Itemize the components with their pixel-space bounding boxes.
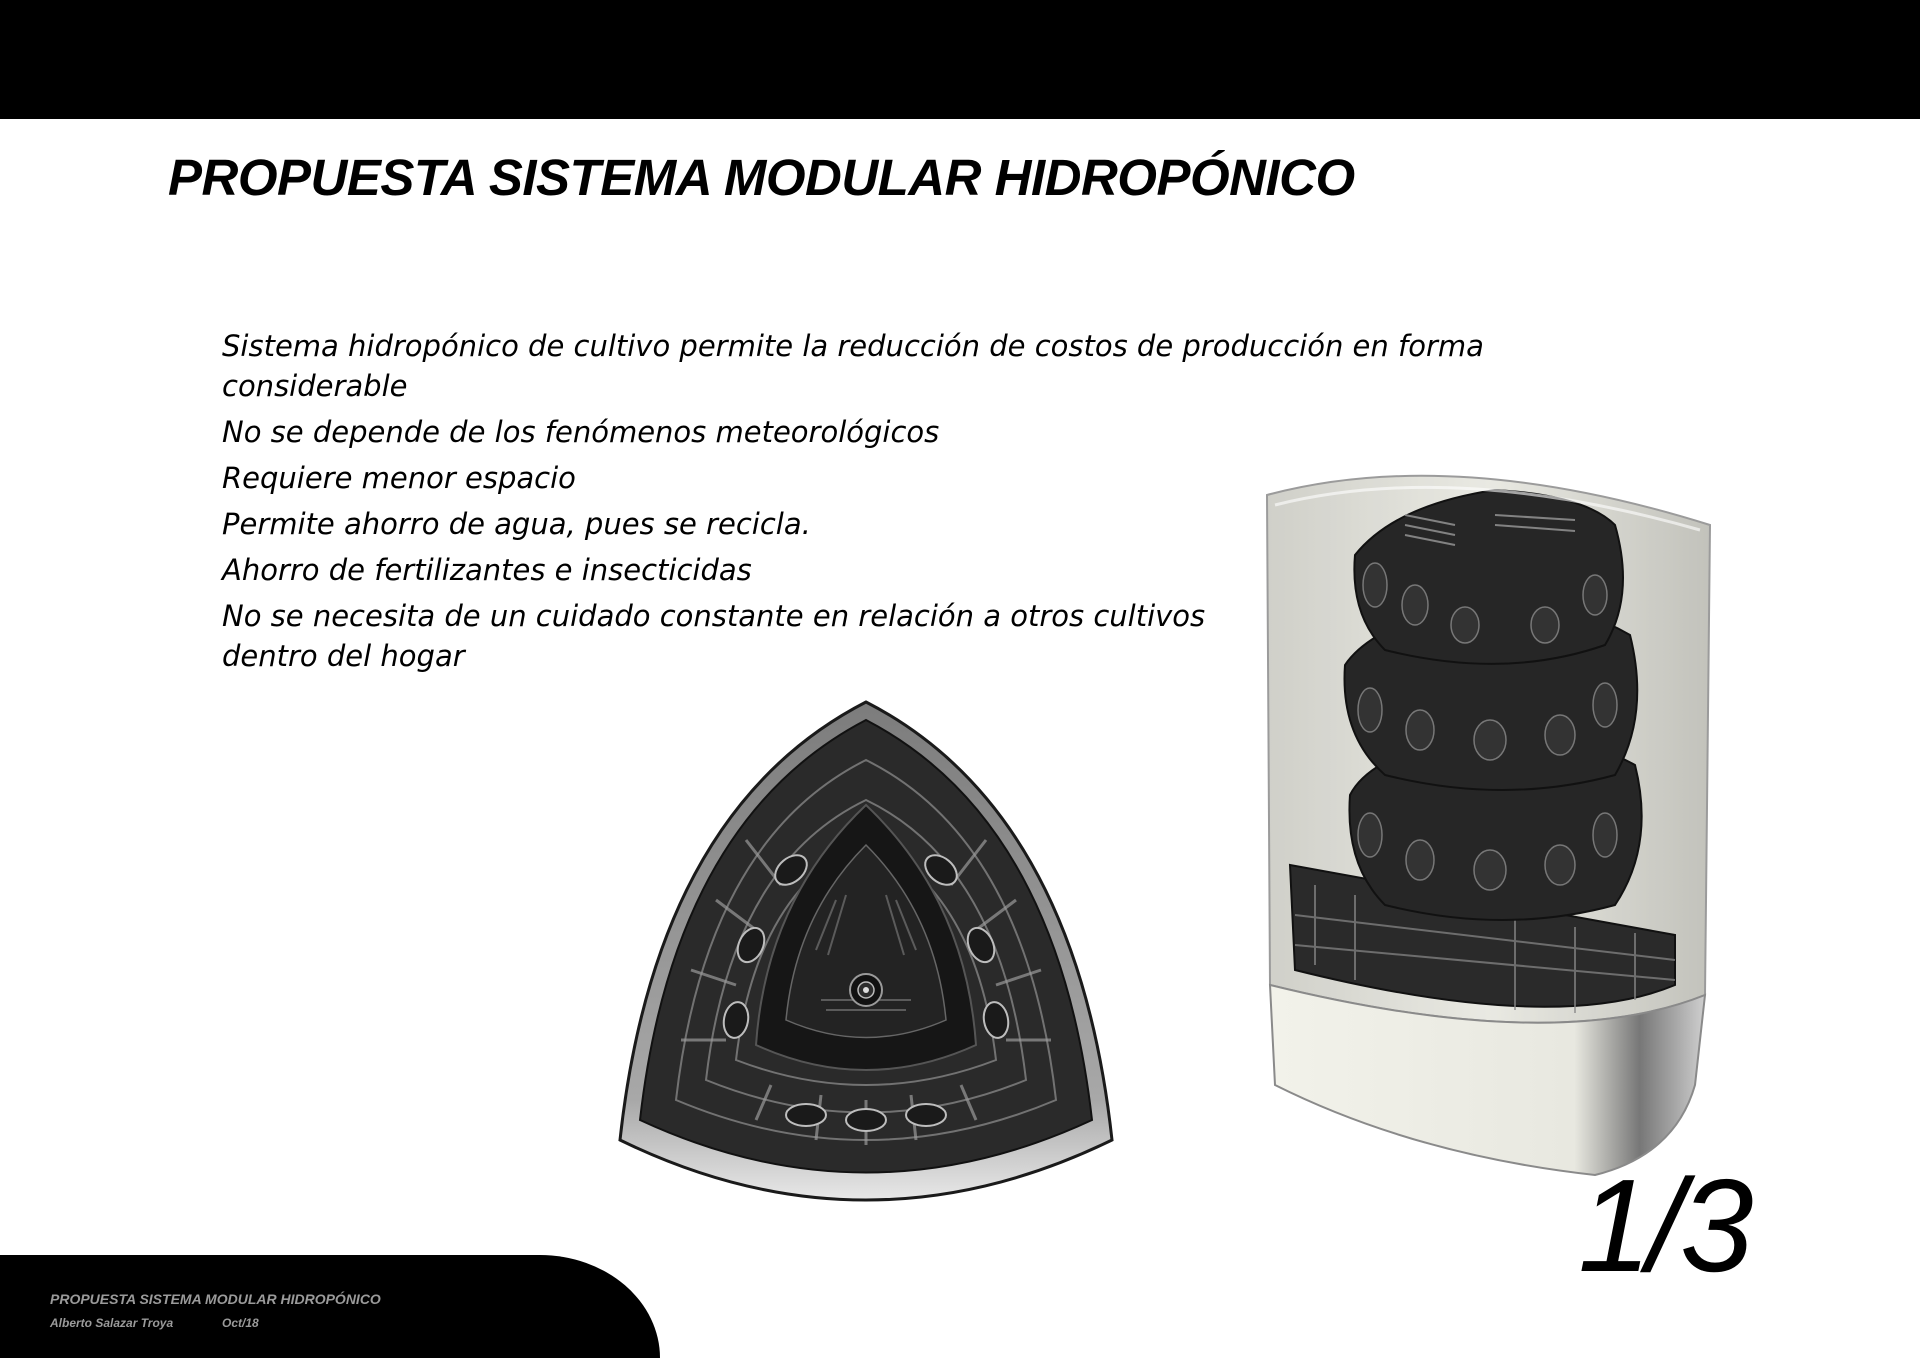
page-title: PROPUESTA SISTEMA MODULAR HIDROPÓNICO [168,149,1355,206]
module-bottom-view-image [606,700,1126,1220]
feature-item: Sistema hidropónico de cultivo permite la reducción de costos de producción en forma considerable [222,329,1484,403]
footer-title: PROPUESTA SISTEMA MODULAR HIDROPÓNICO [50,1291,381,1307]
module-stack-view-image [1255,465,1765,1185]
feature-item: No se depende de los fenómenos meteorológicos [222,415,940,449]
feature-item: Permite ahorro de agua, pues se recicla. [222,507,811,541]
top-bar [0,0,1920,119]
feature-item: Requiere menor espacio [222,461,576,495]
feature-item: Ahorro de fertilizantes e insecticidas [222,553,752,587]
feature-item: No se necesita de un cuidado constante en relación a otros cultivos dentro del hogar [222,599,1206,673]
footer-date: Oct/18 [222,1316,259,1330]
footer-author: Alberto Salazar Troya [50,1316,174,1330]
page-number: 1/3 [1578,1152,1750,1299]
